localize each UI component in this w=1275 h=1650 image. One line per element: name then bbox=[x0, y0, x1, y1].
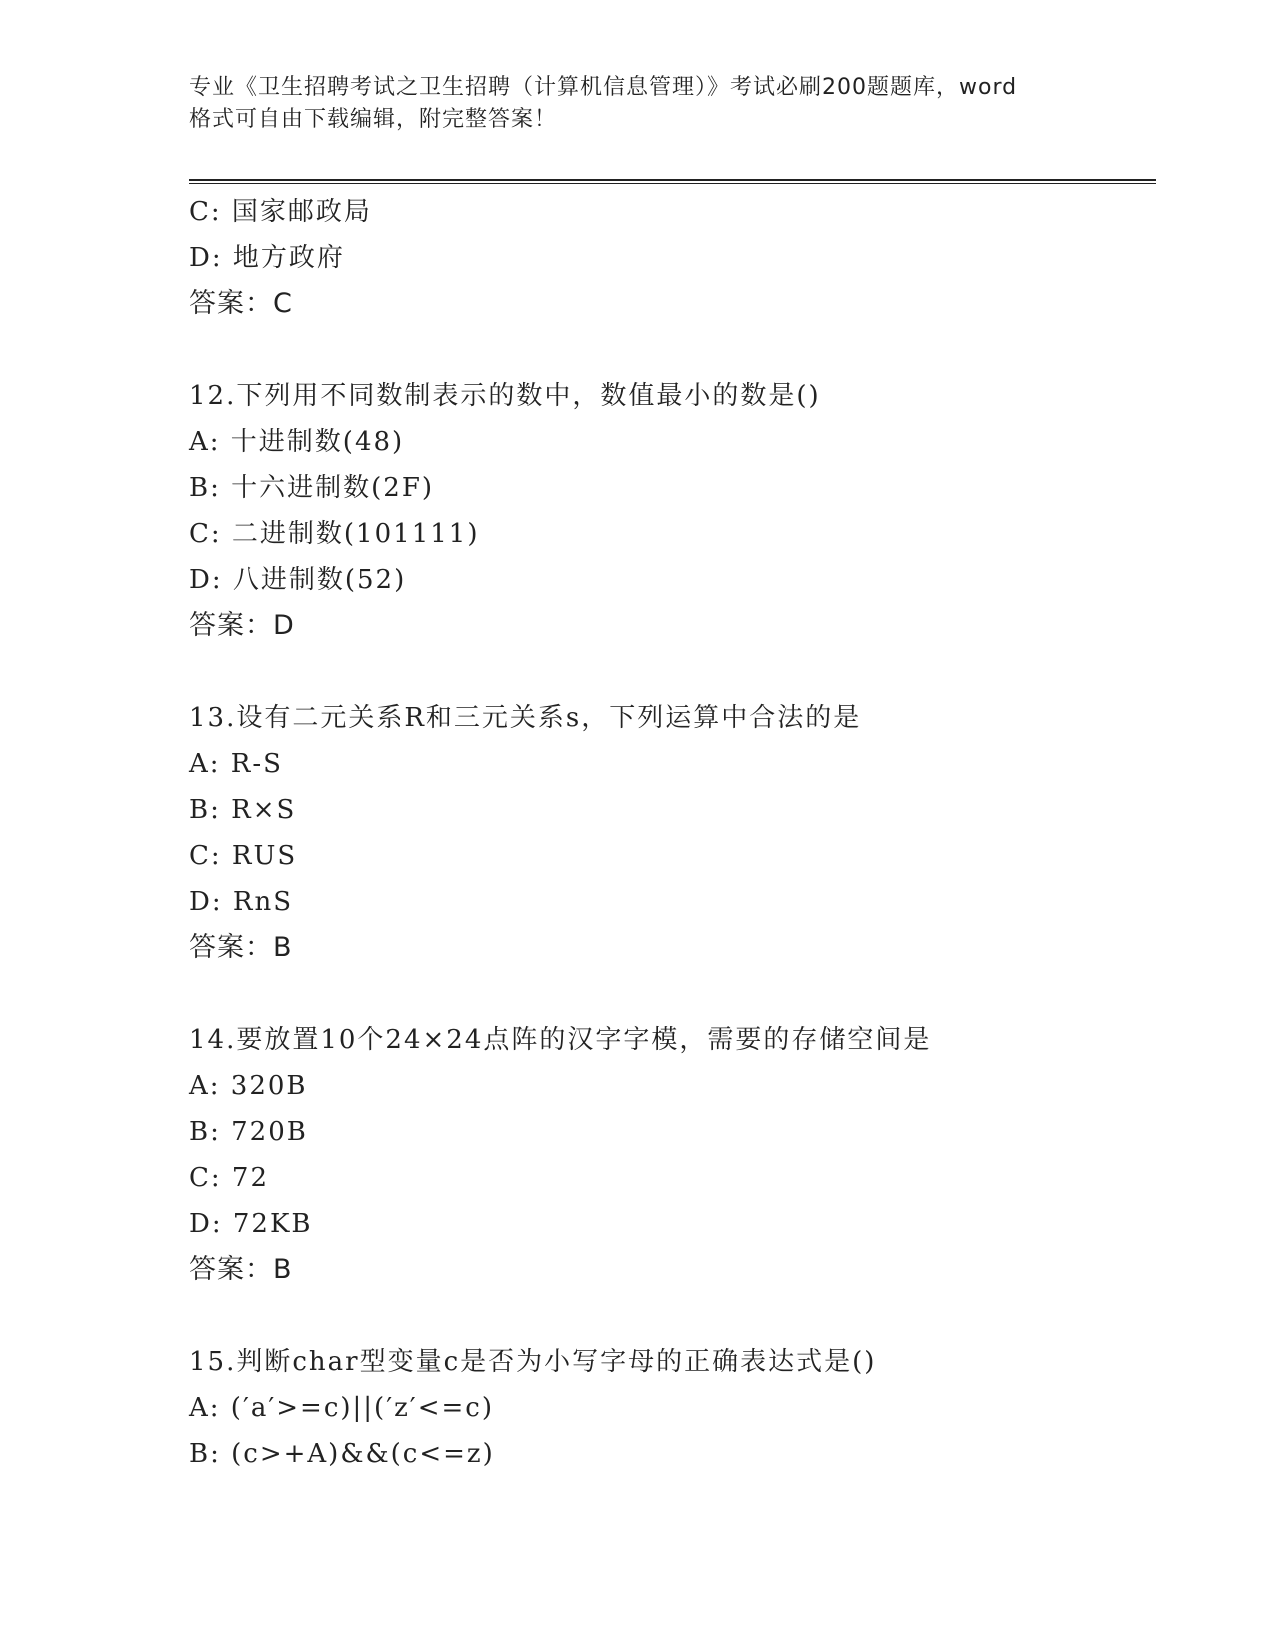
q12-option-d: D: 八进制数(52) bbox=[189, 565, 407, 595]
header-title-line-2: 格式可自由下载编辑，附完整答案！ bbox=[189, 107, 558, 132]
q11-answer: 答案：C bbox=[189, 288, 293, 319]
question-spacer bbox=[189, 1293, 1149, 1339]
document-header bbox=[189, 72, 1089, 136]
header-divider bbox=[189, 179, 1156, 184]
question-spacer bbox=[189, 327, 1149, 373]
q13-option-d: D: RnS bbox=[189, 887, 294, 917]
q11-option-c: C: 国家邮政局 bbox=[189, 197, 372, 227]
question-list bbox=[189, 189, 1149, 1477]
q12-answer: 答案：D bbox=[189, 610, 295, 641]
q14-option-c: C: 72 bbox=[189, 1163, 270, 1193]
q11-option-d: D: 地方政府 bbox=[189, 243, 345, 273]
q13-option-a: A: R-S bbox=[189, 749, 283, 779]
q14-option-b: B: 720B bbox=[189, 1117, 308, 1147]
q13-option-c: C: RUS bbox=[189, 841, 298, 871]
q13-question: 13.设有二元关系R和三元关系s，下列运算中合法的是 bbox=[189, 703, 862, 733]
question-spacer bbox=[189, 971, 1149, 1017]
q15-option-b: B: (c>+A)&&(c<=z) bbox=[189, 1439, 495, 1469]
question-spacer bbox=[189, 649, 1149, 695]
q15-option-a: A: (′a′>=c)||(′z′<=c) bbox=[189, 1393, 494, 1423]
q14-option-d: D: 72KB bbox=[189, 1209, 313, 1239]
q12-option-b: B: 十六进制数(2F) bbox=[189, 473, 435, 503]
header-title-line-1: 专业《卫生招聘考试之卫生招聘（计算机信息管理）》考试必刷200题题库，word bbox=[189, 75, 1018, 100]
q14-question: 14.要放置10个24×24点阵的汉字字模，需要的存储空间是 bbox=[189, 1025, 932, 1055]
q13-option-b: B: R×S bbox=[189, 795, 297, 825]
q12-option-a: A: 十进制数(48) bbox=[189, 427, 405, 457]
q12-question: 12.下列用不同数制表示的数中，数值最小的数是() bbox=[189, 381, 821, 411]
q15-question: 15.判断char型变量c是否为小写字母的正确表达式是() bbox=[189, 1347, 877, 1377]
q12-option-c: C: 二进制数(101111) bbox=[189, 519, 480, 549]
q14-option-a: A: 320B bbox=[189, 1071, 308, 1101]
q13-answer: 答案：B bbox=[189, 932, 293, 963]
q14-answer: 答案：B bbox=[189, 1254, 293, 1285]
